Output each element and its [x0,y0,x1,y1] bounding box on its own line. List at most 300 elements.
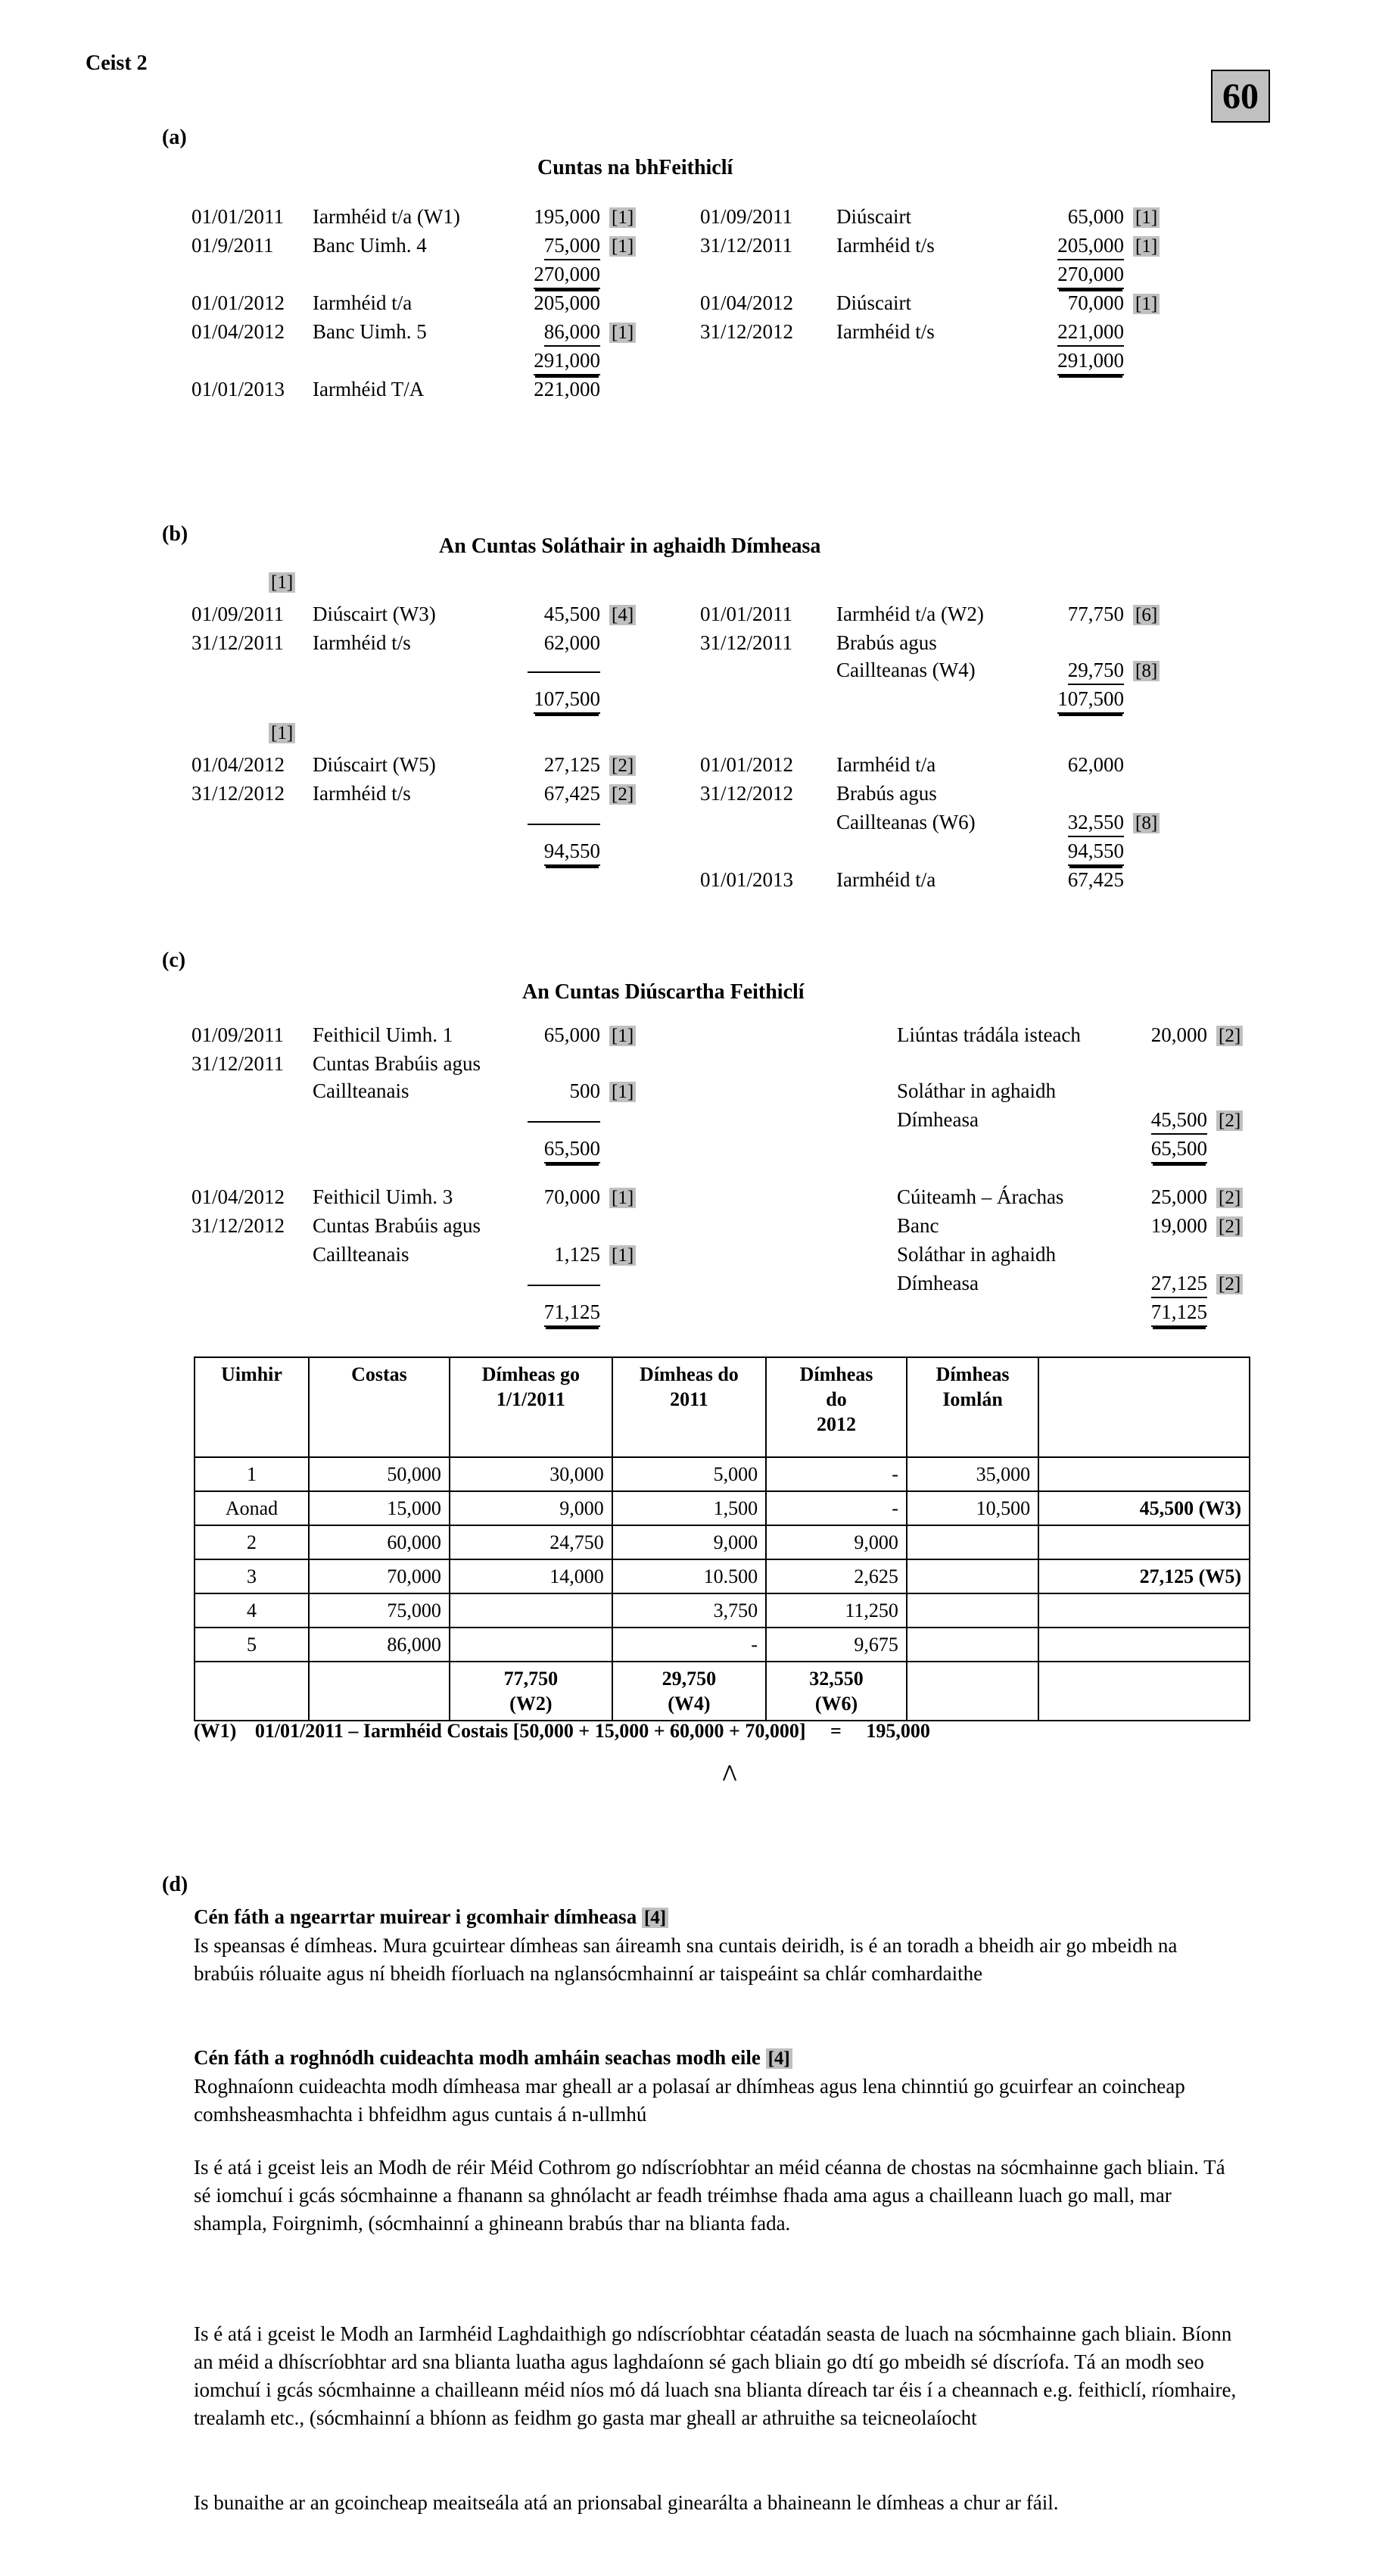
ledger-mark-cell [1130,289,1178,318]
dep-table-cell-costas: 60,000 [309,1525,450,1559]
ledger-description: Iarmhéid t/s [836,234,935,257]
ledger-date: 31/12/2012 [700,782,794,805]
ledger-date: 31/12/2011 [700,234,793,257]
ledger-row [191,1135,1262,1163]
ledger-date: 01/04/2012 [700,291,794,314]
ledger-mark-cell [1213,1077,1262,1106]
ledger-amount [502,685,606,714]
ledger-gutter [655,1241,700,1269]
dep-table-total-ref: (W4) [668,1693,711,1715]
ledger-amount-value: 205,000 [534,291,600,314]
ledger-amount-value: 107,500 [534,685,600,714]
ledger-gutter [655,629,700,656]
ledger-gutter [655,1298,700,1327]
ledger-mark-cell [1130,260,1178,289]
ledger-mark-cell [1213,1050,1262,1077]
ledger-amount [502,260,606,289]
dep-table-cell-uimhir: Aonad [195,1491,309,1525]
ledger-amount-value: 29,750 [1068,656,1124,685]
dep-table-totals-row [195,1662,1250,1721]
ledger-amount [502,866,606,893]
ledger-mark-cell [606,1106,655,1135]
dep-table-cell-uimhir: 4 [195,1593,309,1628]
ledger-date [700,1106,897,1135]
ledger-gutter [655,1135,700,1163]
ledger-date [191,347,313,375]
ledger-amount-value: 27,125 [543,753,600,776]
ledger-date: 01/04/2012 [191,1185,285,1208]
dep-table-total-ref: (W6) [814,1693,858,1715]
ledger-description: Caillteanais [313,1079,409,1102]
ledger-amount-value: 62,000 [543,631,600,654]
ledger-description [313,656,502,685]
ledger-date [191,1077,313,1106]
dep-table-total-note [1038,1662,1250,1721]
ledger-mark-cell [606,1077,655,1106]
score-badge: 60 [1211,70,1270,123]
ledger-mark-cell [1130,203,1178,232]
ledger-gutter [655,1106,700,1135]
ledger-date [191,808,313,837]
ledger-amount-value: 221,000 [534,378,600,400]
part-c-ledger-1 [191,1021,1262,1163]
part-c-account-title: An Cuntas Diúscartha Feithiclí [522,980,805,1004]
dep-table-header [195,1357,309,1457]
ledger-gutter [655,837,700,866]
working-w1-equals: = [830,1720,842,1742]
ledger-date: 01/01/2012 [191,291,285,314]
ledger-gutter [655,1212,700,1241]
marking-badge: [2] [1216,1274,1243,1294]
ledger-amount-value: 71,125 [544,1298,600,1327]
ledger-amount [502,1135,606,1163]
ledger-amount [502,1106,606,1135]
working-w1-text: 01/01/2011 – Iarmhéid Costais [50,000 + 15,000 + 60,000 + 70,000] [254,1720,806,1742]
ledger-date [700,1269,897,1298]
ledger-amount [502,751,606,780]
dep-table-header [766,1357,907,1457]
ledger-date: 31/12/2012 [700,320,794,343]
ledger-amount-value: 65,000 [543,1023,600,1046]
ledger-description [313,1269,502,1298]
ledger-mark-cell [606,1212,655,1241]
depreciation-table [194,1357,1250,1721]
dep-table-cell-iomlan [907,1593,1038,1628]
dep-table-cell-go2011: 30,000 [450,1457,612,1491]
dep-table-total-ref: (W2) [509,1693,553,1715]
dep-table-row [195,1491,1250,1525]
ledger-row [191,751,1178,780]
ledger-description: Dímheasa [897,1272,979,1294]
ledger-amount [502,1077,606,1106]
ledger-mark-cell [606,1241,655,1269]
ledger-amount [1026,685,1130,714]
dep-table-cell-do2011: 5,000 [612,1457,766,1491]
ledger-amount [502,318,606,347]
ledger-amount-value: 221,000 [1057,318,1124,347]
marking-badge: [1] [609,1188,636,1208]
ledger-mark-cell [1213,1269,1262,1298]
dep-table-cell-note [1038,1593,1250,1628]
marking-badge: [1] [609,322,636,343]
ledger-row [191,685,1178,714]
part-c-label: (c) [162,948,186,972]
ledger-row [191,780,1178,808]
ledger-mark-cell [606,375,655,403]
dep-table-cell-iomlan [907,1559,1038,1593]
ledger-gutter [655,1050,700,1077]
dep-table-cell-do2011: 10.500 [612,1559,766,1593]
ledger-date [700,375,836,403]
ledger-row [191,629,1178,656]
ledger-gutter [655,808,700,837]
ledger-description: Iarmhéid t/a [313,291,412,314]
ledger-mark-cell [1130,629,1178,656]
marking-badge: [1] [1133,294,1160,314]
ledger-mark-cell [606,837,655,866]
part-d-paragraph-3 [194,2154,1238,2238]
ledger-mark-cell [606,866,655,893]
ledger-description [313,808,502,837]
ledger-amount-value: 65,500 [544,1135,600,1163]
ledger-mark-cell [1213,1212,1262,1241]
ledger-description: Iarmhéid t/a (W2) [836,603,984,625]
ledger-amount-value: 25,000 [1150,1185,1207,1208]
ledger-amount-value: 65,500 [1151,1135,1207,1163]
dep-table-cell-iomlan: 35,000 [907,1457,1038,1491]
ledger-amount-value: 205,000 [1057,232,1124,260]
ledger-mark-cell [606,629,655,656]
ledger-description [313,1106,502,1135]
dep-table-cell-note [1038,1457,1250,1491]
dep-table-cell-uimhir: 2 [195,1525,309,1559]
ledger-gutter [655,232,700,260]
ledger-amount-value: 70,000 [543,1185,600,1208]
ledger-mark-cell [1130,685,1178,714]
ledger-gutter [655,1077,700,1106]
ledger-date [191,866,313,893]
ledger-amount [502,600,606,629]
marking-badge: [1] [609,207,636,228]
ledger-row [191,318,1178,347]
ledger-row [191,203,1178,232]
page-title: Ceist 2 [86,51,148,75]
ledger-amount [502,289,606,318]
ledger-mark-cell [1213,1183,1262,1212]
ledger-date: 31/12/2012 [191,1214,285,1237]
dep-table-cell-uimhir: 1 [195,1457,309,1491]
ledger-amount [1109,1241,1213,1269]
ledger-mark-cell [1130,808,1178,837]
dep-table-total-iomlan [907,1662,1038,1721]
ledger-amount-value: 45,500 [543,603,600,625]
ledger-amount [502,1212,606,1241]
ledger-description [313,866,502,893]
part-d-paragraph-4 [194,2320,1238,2432]
ledger-amount [502,656,606,685]
ledger-gutter [655,656,700,685]
ledger-amount [1026,780,1130,808]
ledger-description [836,837,1026,866]
ledger-date [700,808,836,837]
dep-table-total-go2011 [450,1662,612,1721]
dep-table-total-value: 77,750 [503,1668,559,1690]
ledger-description: Caillteanas (W6) [836,811,976,833]
dep-table-cell-costas: 70,000 [309,1559,450,1593]
ledger-description: Liúntas trádála isteach [897,1023,1081,1046]
marking-badge: [6] [1133,605,1160,625]
part-b-mark-1: [1] [269,572,295,593]
ledger-date [700,656,836,685]
ledger-description: Soláthar in aghaidh [897,1079,1056,1102]
ledger-description: Iarmhéid t/s [313,631,411,654]
dep-table-cell-note [1038,1525,1250,1559]
ledger-mark-cell [606,232,655,260]
ledger-amount [502,837,606,866]
dep-table-cell-do2012: 2,625 [766,1559,907,1593]
ledger-amount [1026,600,1130,629]
ledger-amount [1026,866,1130,893]
ledger-amount-value: 75,000 [544,232,600,260]
part-b-label: (b) [162,522,188,546]
dep-table-row [195,1457,1250,1491]
ledger-description: Soláthar in aghaidh [897,1243,1056,1266]
ledger-description: Diúscairt [836,205,911,228]
part-d-q1-heading-text: Cén fáth a ngearrtar muirear i gcomhair dímheasa [194,1905,637,1928]
ledger-mark-cell [606,808,655,837]
ledger-mark-cell [1213,1135,1262,1163]
ledger-amount [1026,656,1130,685]
ledger-gutter [655,1183,700,1212]
ledger-description: Cuntas Brabúis agus [313,1052,481,1075]
ledger-mark-cell [1130,866,1178,893]
ledger-date: 01/09/2011 [191,603,285,625]
marking-badge: [2] [1216,1026,1243,1046]
dep-table-cell-note: 45,500 (W3) [1038,1491,1250,1525]
ledger-date [700,1212,897,1241]
ledger-mark-cell [1213,1021,1262,1050]
part-b-account-title: An Cuntas Soláthair in aghaidh Dímheasa [439,534,821,558]
part-a-ledger [191,203,1178,403]
ledger-row [191,837,1178,866]
dep-table-cell-do2011: 3,750 [612,1593,766,1628]
dep-table-header [450,1357,612,1457]
ledger-mark-cell [606,780,655,808]
ledger-amount [502,375,606,403]
ledger-amount [502,347,606,375]
ledger-date: 01/09/2011 [700,205,793,228]
ledger-row [191,656,1178,685]
subtotal-rule [528,824,600,825]
marking-badge: [1] [1133,236,1160,257]
subtotal-rule [528,1285,600,1286]
ledger-mark-cell [606,1183,655,1212]
dep-table-cell-costas: 15,000 [309,1491,450,1525]
ledger-amount-value: 77,750 [1067,603,1124,625]
ledger-amount-value: 1,125 [554,1243,600,1266]
dep-table-cell-do2012: - [766,1457,907,1491]
ledger-amount-value: 62,000 [1067,753,1124,776]
ledger-description [836,685,1026,714]
ledger-amount [502,780,606,808]
dep-table-cell-uimhir: 5 [195,1628,309,1662]
ledger-amount-value: 270,000 [1057,260,1124,289]
dep-table-cell-do2011: 1,500 [612,1491,766,1525]
ledger-description: Feithicil Uimh. 1 [313,1023,453,1046]
dep-table-cell-do2012: 9,000 [766,1525,907,1559]
ledger-mark-cell [606,1021,655,1050]
ledger-amount [502,232,606,260]
ledger-amount-value: 94,550 [544,837,600,866]
ledger-mark-cell [1130,656,1178,685]
ledger-amount-value: 32,550 [1068,808,1124,837]
ledger-amount-value: 45,500 [1151,1106,1207,1135]
ledger-gutter [655,866,700,893]
marking-badge: [2] [609,784,636,805]
ledger-description: Diúscairt [836,291,911,314]
ledger-mark-cell [606,203,655,232]
dep-table-row [195,1559,1250,1593]
ledger-row [191,1106,1262,1135]
part-d-question-1 [194,1903,1238,1988]
ledger-date [191,260,313,289]
ledger-date: 31/12/2012 [191,782,285,805]
ledger-amount-value: 20,000 [1150,1023,1207,1046]
ledger-mark-cell [1213,1106,1262,1135]
ledger-description [897,1050,1109,1077]
ledger-mark-cell [1130,600,1178,629]
ledger-date: 01/01/2012 [700,753,794,776]
dep-table-cell-iomlan [907,1525,1038,1559]
ledger-mark-cell [606,289,655,318]
ledger-row [191,260,1178,289]
dep-table-cell-go2011 [450,1593,612,1628]
ledger-amount [502,203,606,232]
ledger-row [191,347,1178,375]
ledger-mark-cell [606,1135,655,1163]
ledger-gutter [655,1269,700,1298]
subtotal-rule [528,1121,600,1123]
ledger-mark-cell [1130,318,1178,347]
dep-table-cell-do2011: 9,000 [612,1525,766,1559]
ledger-amount [502,1021,606,1050]
ledger-description: Iarmhéid T/A [313,378,425,400]
ledger-date: 01/09/2011 [191,1023,285,1046]
ledger-date: 01/04/2012 [191,753,285,776]
ledger-mark-cell [1130,375,1178,403]
ledger-mark-cell [1213,1241,1262,1269]
ledger-date [700,347,836,375]
dep-table-cell-iomlan: 10,500 [907,1491,1038,1525]
subtotal-rule [528,671,600,673]
ledger-mark-cell [606,600,655,629]
ledger-date [700,1298,897,1327]
ledger-date: 01/04/2012 [191,320,285,343]
ledger-description: Cúiteamh – Árachas [897,1185,1064,1208]
ledger-date: 01/01/2011 [191,205,285,228]
ledger-description [313,837,502,866]
ledger-row [191,808,1178,837]
ledger-date [191,1135,313,1163]
ledger-date [700,1241,897,1269]
marking-badge: [2] [1216,1216,1243,1237]
part-d-q2-heading-text: Cén fáth a roghnódh cuideachta modh amháin seachas modh eile [194,2046,761,2069]
ledger-amount-value: 291,000 [534,347,600,375]
ledger-amount-value: 19,000 [1150,1214,1207,1237]
ledger-description: Iarmhéid t/a [836,868,936,891]
ledger-mark-cell [606,1269,655,1298]
part-d-q1-heading [194,1903,1238,1932]
ledger-gutter [655,600,700,629]
ledger-amount [1109,1106,1213,1135]
ledger-amount-value: 195,000 [534,205,600,228]
ledger-date: 31/12/2011 [191,631,285,654]
dep-table-cell-do2011: - [612,1628,766,1662]
ledger-description: Cuntas Brabúis agus [313,1214,481,1237]
ledger-row [191,1241,1262,1269]
ledger-description: Dímheasa [897,1108,979,1131]
ledger-date [191,837,313,866]
ledger-date [700,260,836,289]
dep-table-cell-note: 27,125 (W5) [1038,1559,1250,1593]
dep-table-cell-note [1038,1628,1250,1662]
ledger-amount [1026,751,1130,780]
ledger-amount-value: 107,500 [1057,685,1124,714]
dep-table-header [907,1357,1038,1457]
ledger-row [191,289,1178,318]
dep-table-total-do2012 [766,1662,907,1721]
ledger-mark-cell [606,318,655,347]
ledger-amount-value: 71,125 [1151,1298,1207,1327]
part-d-q2-heading [194,2044,1238,2073]
ledger-row [191,1050,1262,1077]
ledger-amount [502,808,606,837]
ledger-date [700,837,836,866]
dep-table-header-line: do [826,1388,847,1410]
ledger-amount-value: 291,000 [1057,347,1124,375]
ledger-amount [1026,289,1130,318]
part-c-ledger-2 [191,1183,1262,1327]
ledger-description: Iarmhéid t/a [836,753,936,776]
ledger-mark-cell [1130,347,1178,375]
dep-table-header-line: 2011 [670,1388,708,1410]
dep-table-row [195,1525,1250,1559]
ledger-amount [1026,375,1130,403]
ledger-date [700,1135,897,1163]
ledger-mark-cell [606,751,655,780]
marking-badge: [1] [609,1245,636,1266]
ledger-description [897,1298,1109,1327]
ledger-description: Iarmhéid t/a (W1) [313,205,460,228]
ledger-description: Brabús agus [836,631,937,654]
ledger-description: Caillteanais [313,1243,409,1266]
marking-badge: [2] [1216,1188,1243,1208]
ledger-amount-value: 500 [569,1079,600,1102]
ledger-row [191,1077,1262,1106]
dep-table-total-value: 29,750 [662,1668,717,1690]
ledger-date: 31/12/2011 [700,631,793,654]
dep-table-row [195,1628,1250,1662]
ledger-amount [1026,318,1130,347]
ledger-amount [1109,1269,1213,1298]
ledger-amount-value: 67,425 [1067,868,1124,891]
ledger-description [313,1135,502,1163]
ledger-amount [502,629,606,656]
ledger-amount-value: 94,550 [1068,837,1124,866]
ledger-row [191,866,1178,893]
ledger-description [313,685,502,714]
ledger-amount [1109,1298,1213,1327]
